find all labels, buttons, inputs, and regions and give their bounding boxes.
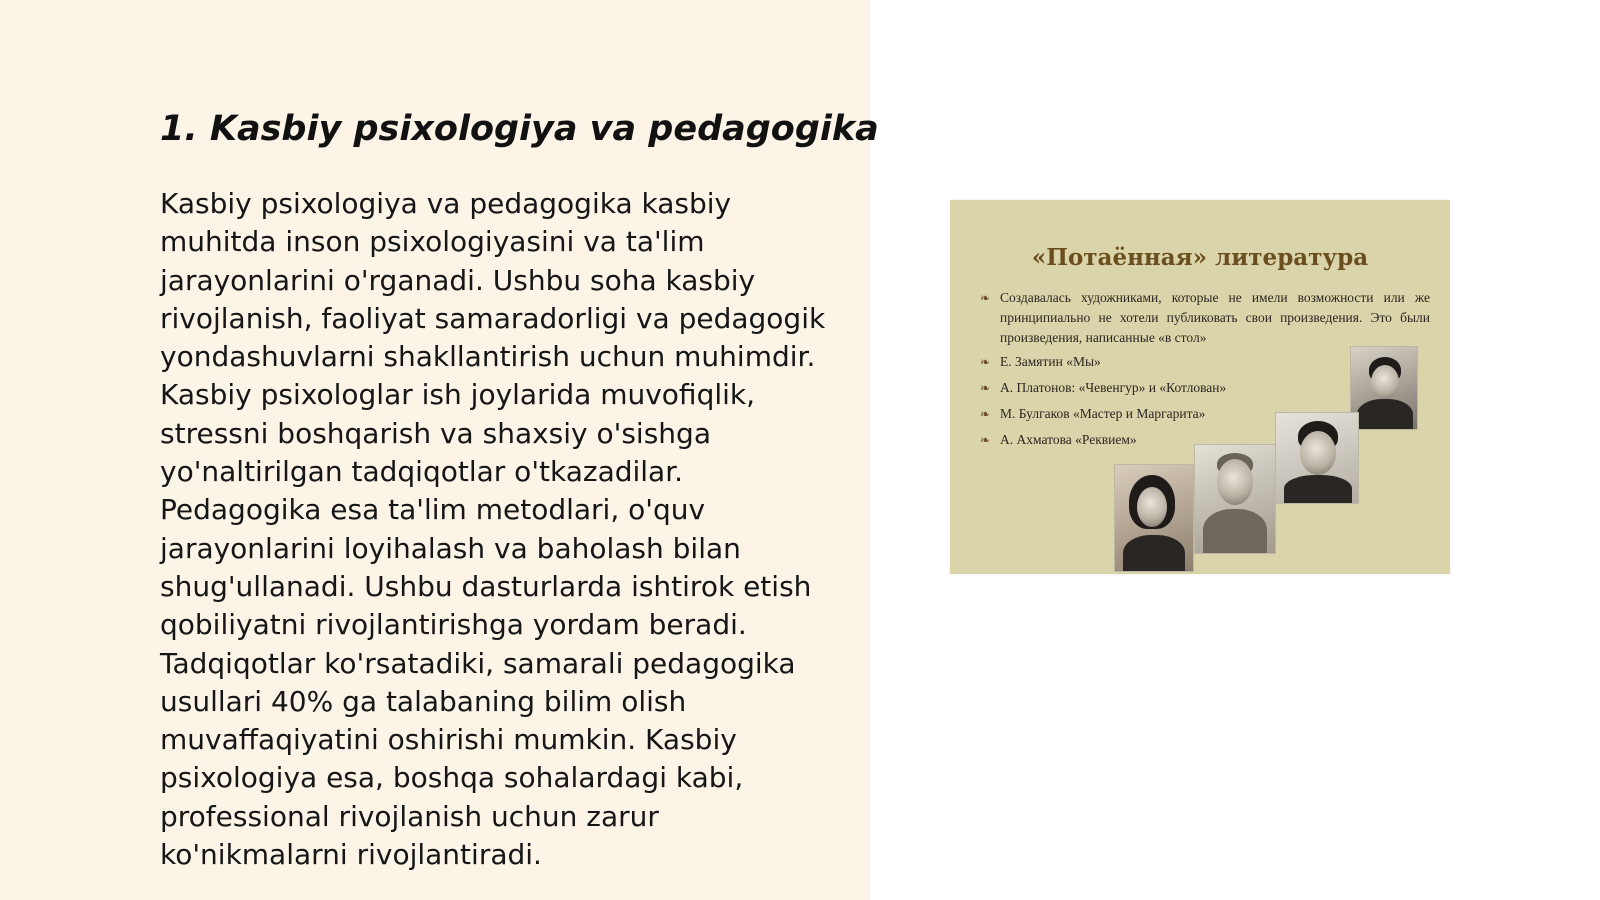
scroll-bullet-icon: ❧ (980, 291, 991, 305)
scroll-bullet-icon: ❧ (980, 355, 991, 369)
image-list-item-text: Создавалась художниками, которые не имели возможности или же принципиально не хотели публиковать свои произведения. Это были произведения, написанные «в стол» (1000, 290, 1430, 345)
slide-body-text: Kasbiy psixologiya va pedagogika kasbiy muhitda inson psixologiyasini va ta'lim jarayonlarini o'rganadi. Ushbu soha kasbiy rivojlanish, faoliyat samaradorligi va pedagogik yondashuvlarni shakllantirish uchun muhimdir. Kasbiy psixologlar ish joylarida muvofiqlik, stressni boshqarish va shaxsiy o'sishga yo'naltirilgan tadqiqotlar o'tkazadilar. Pedagogika esa ta'lim metodlari, o'quv jarayonlarini loyihalash va baholash bilan shug'ullanadi. Ushbu dasturlarda ishtirok etish qobiliyatni rivojlantirishga yordam beradi. Tadqiqotlar ko'rsatadiki, samarali pedagogika usullari 40% ga talabaning bilim olish muvaffaqiyatini oshirishi mumkin. Kasbiy psixologiya esa, boshqa sohalardagi kabi, professional rivojlanish uchun zarur ko'nikmalarni rivojlantiradi. (160, 187, 826, 872)
image-list-item (980, 288, 1430, 348)
scroll-bullet-icon: ❧ (980, 407, 991, 421)
slide-image (950, 200, 1450, 574)
image-list-item-text: М. Булгаков «Мастер и Маргарита» (1000, 406, 1206, 421)
scroll-bullet-icon: ❧ (980, 433, 991, 447)
portrait-photo (1194, 444, 1276, 554)
image-list-item-text: Е. Замятин «Мы» (1000, 354, 1101, 369)
portrait-photo (1350, 346, 1418, 430)
image-list-item-text: А. Ахматова «Реквием» (1000, 432, 1137, 447)
image-title: «Потаённая» литература (1031, 244, 1369, 271)
portrait-photo (1275, 412, 1359, 504)
image-list-item-text: А. Платонов: «Чевенгур» и «Котлован» (1000, 380, 1227, 395)
scroll-bullet-icon: ❧ (980, 381, 991, 395)
slide-title: 1. Kasbiy psixologiya va pedagogika (160, 109, 879, 149)
portrait-photo (1114, 464, 1194, 572)
